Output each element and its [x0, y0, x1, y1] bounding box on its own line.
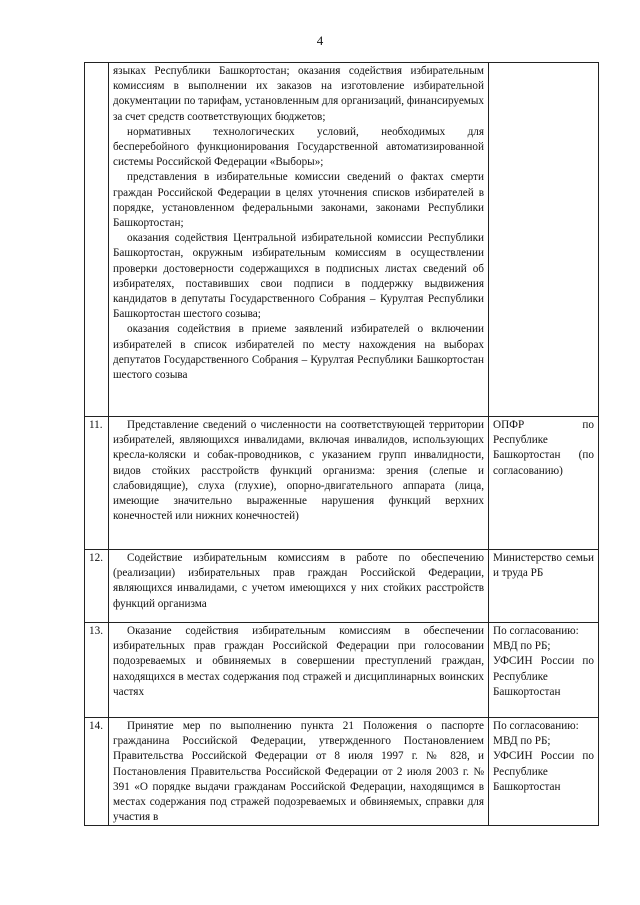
- executor-cell: [489, 550, 599, 623]
- measure-text: Содействие избирательным комиссиям в работе по обеспечению (реализации) избирательных прав граждан Российской Федерации, являющихся инвалидами, с учетом имеющихся у них стойких расстройств функций организма: [113, 552, 484, 610]
- table-row: [85, 417, 599, 550]
- measure-paragraph: нормативных технологических условий, необходимых для бесперебойного функционирования Государственной автоматизированной системы Российской Федерации «Выборы»;: [113, 125, 484, 169]
- measure-text: Представление сведений о численности на соответствующей территории избирателей, являющихся инвалидами, включая инвалидов, использующих кресла-коляски и собак-проводников, с указанием групп инвалидности, видов стойких расстройств функций организма: зрения (слепые и слабовидящие), слуха (глухие), опорно-двигательного аппарата (лица, имеющие значительно выраженные нарушения функций верхних конечностей или нижних конечностей): [113, 419, 484, 523]
- row-number-cell: [85, 63, 109, 417]
- table-row: [85, 550, 599, 623]
- table-row: [85, 623, 599, 718]
- measure-paragraph: языках Республики Башкортостан; оказания содействия избирательным комиссиям в выполнении их заказов на изготовление избирательной документации по тарифам, установленным для организаций, финансируемых за счет средств соответствующих бюджетов;: [113, 65, 484, 123]
- measures-table: [84, 62, 599, 826]
- executor-line: УФСИН России по Республике Башкортостан: [493, 750, 594, 793]
- executor-line: По согласованию:: [493, 625, 579, 637]
- measure-paragraph: представления в избирательные комиссии сведений о фактах смерти граждан Российской Федерации в целях уточнения списков избирателей в порядке, установленном федеральными законами, законами Республики Башкортостан;: [113, 171, 484, 230]
- executor-cell: [489, 623, 599, 718]
- measure-paragraph: оказания содействия в приеме заявлений избирателей о включении избирателей в список избирателей по месту нахождения на выборах депутатов Государственного Собрания – Курултая Республики Башкортостан шестого созыва: [113, 323, 484, 382]
- executor-line: МВД по РБ;: [493, 640, 551, 653]
- executor-line: УФСИН России по Республике Башкортостан: [493, 655, 594, 698]
- executor-line: По согласованию:: [493, 720, 579, 732]
- executor-cell: [489, 63, 599, 417]
- row-number: 11.: [85, 417, 109, 550]
- page-number: 4: [316, 33, 324, 48]
- measure-paragraph: оказания содействия Центральной избирательной комиссии Республики Башкортостан, окружным избирательным комиссиям в осуществлении проверки достоверности содержащихся в подписных листах сведений об избирателях, поставивших свои подписи в поддержку выдвижения кандидатов в депутаты Государственного Собрания – Курултая Республики Башкортостан шестого созыва;: [113, 232, 484, 321]
- measure-text-cell: [109, 417, 489, 550]
- measure-text-cell: [109, 623, 489, 718]
- executor-text: ОПФР по Республике Башкортостан (по согласованию): [493, 419, 594, 477]
- executor-text: Министерство семьи и труда РБ: [493, 552, 594, 580]
- measure-text: Оказание содействия избирательным комиссиям в обеспечении избирательных прав граждан Российской Федерации при голосовании подозреваемых и обвиняемых в совершении преступлений граждан, находящихся в местах содержания под стражей и дисциплинарных воинских частях: [113, 625, 484, 698]
- executor-line: МВД по РБ;: [493, 735, 551, 748]
- row-number: 12.: [85, 550, 109, 623]
- row-number: 14.: [85, 718, 109, 826]
- measure-text: Принятие мер по выполнению пункта 21 Положения о паспорте гражданина Российской Федерации, утвержденного Постановлением Правительства Российской Федерации от 8 июля 1997 г. № 828, и Постановления Правительства Российской Федерации от 2 июля 2003 г. № 391 «О порядке выдачи гражданам Российской Федерации, находящимся в местах содержания под стражей подозреваемых и обвиняемых, справки для участия в: [113, 720, 484, 824]
- executor-cell: [489, 417, 599, 550]
- table-row-continuation: [85, 63, 599, 417]
- measure-text-cell: [109, 550, 489, 623]
- measure-text-cell: [109, 63, 489, 417]
- table-row: [85, 718, 599, 826]
- row-number: 13.: [85, 623, 109, 718]
- measure-text-cell: [109, 718, 489, 826]
- executor-cell: [489, 718, 599, 826]
